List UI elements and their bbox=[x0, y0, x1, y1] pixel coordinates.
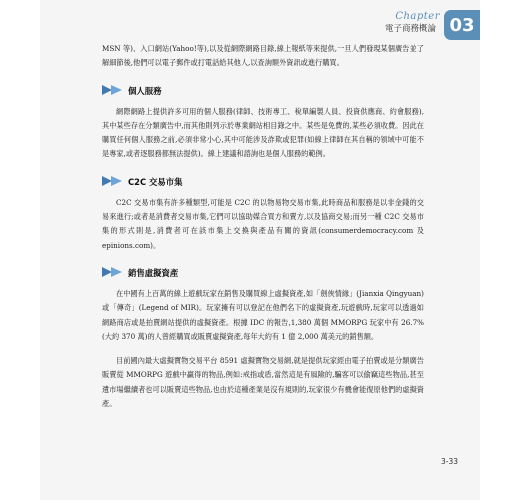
section-title: C2C 交易市集 bbox=[128, 176, 183, 187]
double-arrow-icon bbox=[102, 85, 124, 96]
book-page bbox=[40, 0, 480, 500]
section-heading-personal-services bbox=[102, 85, 424, 97]
section-paragraph: 在中國有上百萬的線上遊戲玩家在銷售及購買線上虛擬資產,如「劍俠情緣」(Jianxia Qingyuan)或「傳奇」(Legend of MIR)。玩家擁有可以登記在他們名下的虛擬資產,玩遊戲時,玩家可以透過如網路商店或是拍賣網站提供的虛擬資產。根據 IDC 的報告,1,380 萬個 MMORPG 玩家中有 26.7%(大約 370 萬)的人曾經購買或販賣虛擬資產,每年大約有 1 億 2,000 萬美元的銷售額。 bbox=[102, 288, 424, 341]
page-number: 3-33 bbox=[440, 457, 458, 466]
section-paragraph: 目前國內最大虛擬寶物交易平台 8591 虛擬寶物交易網,就是提供玩家經由電子拍賣或是分類廣告販賣從 MMORPG 遊戲中贏得的物品,例如:戒指或盾,當然這是有風險的,騙客可以偷竊這些物品,甚至遺市場繼續者也可以販賣這些物品,也由於這種產業是沒有規則的,玩家很少有機會能復原他們的虛擬資產。 bbox=[102, 356, 424, 409]
section-paragraph: 網際網路上提供許多可用的個人服務(律師、技術專工、稅單編製人員、投資供應商、約會服務),其中某些存在分類廣告中,而其他則列示於專業網站相目錄之中。某些是免費的,某些必須收費。因此在購買任何個人服務之前,必須非常小心,其中可能涉及詐欺或犯罪(如線上律師在其自稱的領域中可能不是專家,或者逐服務都無法提供)。線上建議和諮詢也是個人服務的範例。 bbox=[102, 106, 424, 159]
section-heading-virtual-assets bbox=[102, 267, 424, 279]
double-arrow-icon bbox=[102, 176, 124, 187]
chapter-number-badge: 03 bbox=[444, 10, 480, 40]
section-heading-c2c-exchange bbox=[102, 176, 424, 188]
section-title: 個人服務 bbox=[128, 85, 162, 96]
intro-paragraph: MSN 等)、入口網站(Yahoo!等),以及從網際網路目錄,線上報紙等來提供,一旦人們發現某個廣告並了解細節後,他們可以電子郵件或打電話給其他人,以查詢額外資訊或進行購買。 bbox=[102, 44, 424, 68]
page-content bbox=[102, 42, 424, 411]
section-paragraph: C2C 交易市集有許多種類型,可能是 C2C 的以物易物交易市集,此時商品和服務是以非金錢的交易來進行;或者是消費者交易市集,它們可以協助媒合買方和賣方,以及協商交易;而另一種 C2C 交易市集的形式則是,消費者可在該市集上交換與產品有關的資訊(consumerdemocracy.com 及 epinions.com)。 bbox=[102, 197, 424, 250]
chapter-title: 電子商務概論 bbox=[384, 24, 436, 34]
chapter-label: Chapter bbox=[395, 11, 440, 22]
double-arrow-icon bbox=[102, 267, 124, 278]
section-title: 銷售虛擬資產 bbox=[128, 267, 179, 278]
